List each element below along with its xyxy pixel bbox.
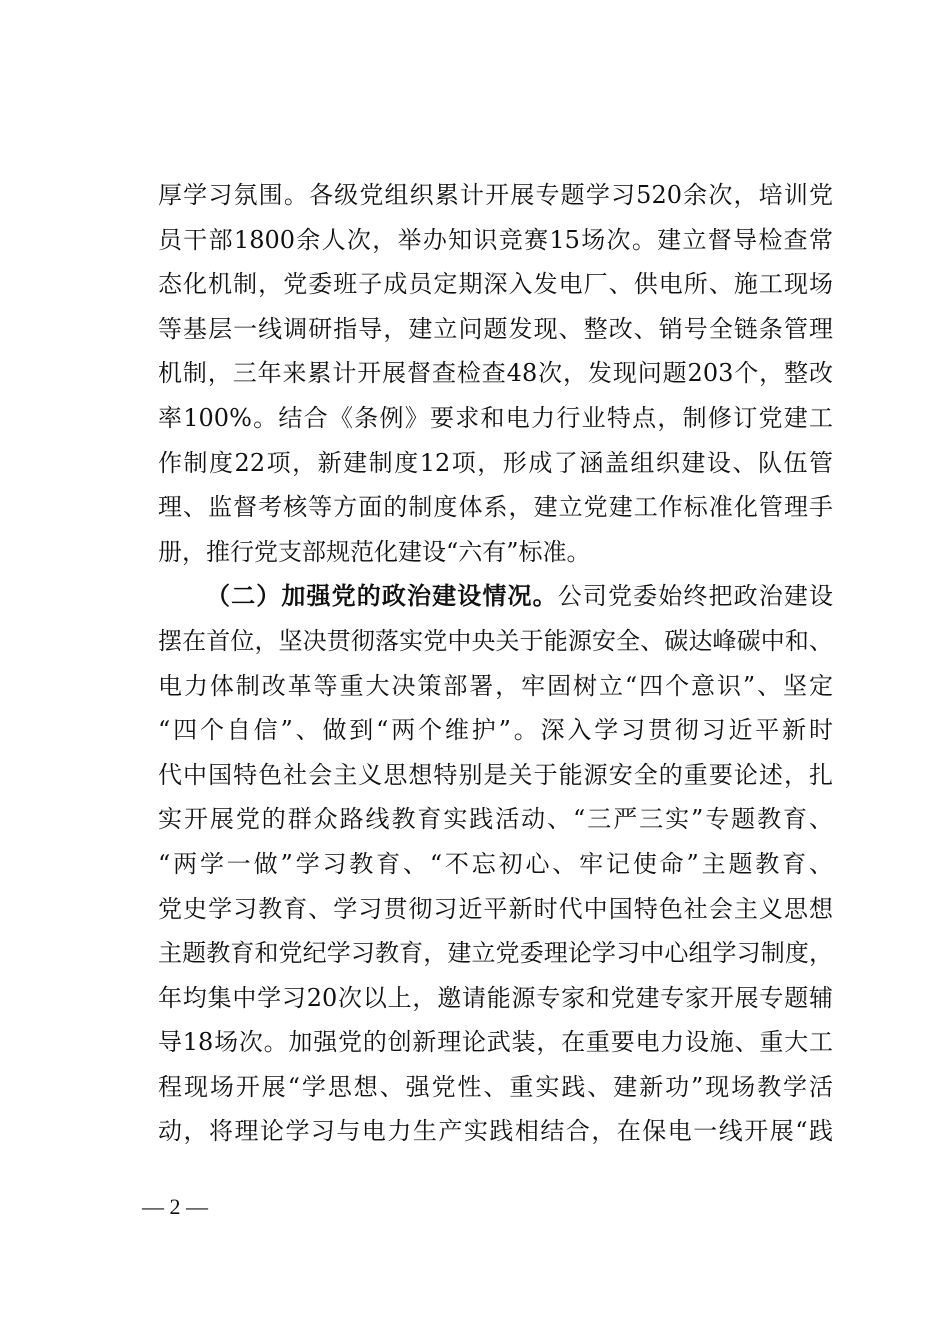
- body-text: [158, 173, 833, 1154]
- paragraph-2-line: 年均集中学习20次以上，邀请能源专家和党建专家开展专题辅: [158, 983, 833, 1012]
- paragraph-2-line: 党史学习教育、学习贯彻习近平新时代中国特色社会主义思想: [158, 894, 833, 923]
- paragraph-1-line: 率100%。结合《条例》要求和电力行业特点，制修订党建工: [158, 403, 833, 432]
- paragraph-2-first-line-text: 公司党委始终把政治建设: [557, 582, 833, 611]
- paragraph-1-line: 态化机制，党委班子成员定期深入发电厂、供电所、施工现场: [158, 270, 833, 299]
- paragraph-1-line: 机制，三年来累计开展督查检查48次，发现问题203个，整改: [158, 359, 833, 388]
- paragraph-1-line: 理、监督考核等方面的制度体系，建立党建工作标准化管理手: [158, 493, 833, 522]
- paragraph-2-line: 动，将理论学习与电力生产实践相结合，在保电一线开展“践: [158, 1117, 833, 1146]
- paragraph-2-line: “四个自信”、做到“两个维护”。深入学习贯彻习近平新时: [158, 716, 833, 745]
- paragraph-2-line: 导18场次。加强党的创新理论武装，在重要电力设施、重大工: [158, 1028, 833, 1057]
- paragraph-2-line: 程现场开展“学思想、强党性、重实践、建新功”现场教学活: [158, 1072, 833, 1101]
- paragraph-2-first-line: [158, 574, 833, 619]
- paragraph-2-line: 实开展党的群众路线教育实践活动、“三严三实”专题教育、: [158, 805, 833, 834]
- paragraph-2-line: 电力体制改革等重大决策部署，牢固树立“四个意识”、坚定: [158, 671, 833, 700]
- section-heading: （二）加强党的政治建设情况。: [206, 581, 558, 611]
- paragraph-2-line: 代中国特色社会主义思想特别是关于能源安全的重要论述，扎: [158, 760, 833, 789]
- paragraph-1-line: 员干部1800余人次，举办知识竞赛15场次。建立督导检查常: [158, 225, 833, 254]
- paragraph-2-line: 摆在首位，坚决贯彻落实党中央关于能源安全、碳达峰碳中和、: [158, 626, 833, 655]
- paragraph-1-line: 等基层一线调研指导，建立问题发现、整改、销号全链条管理: [158, 314, 833, 343]
- paragraph-1-line: 册，推行党支部规范化建设“六有”标准。: [158, 537, 591, 566]
- paragraph-1-line: 作制度22项，新建制度12项，形成了涵盖组织建设、队伍管: [158, 448, 833, 477]
- page-number: — 2 —: [142, 1194, 208, 1219]
- paragraph-1-line: 厚学习氛围。各级党组织累计开展专题学习520余次，培训党: [158, 181, 833, 209]
- paragraph-2-line: 主题教育和党纪学习教育，建立党委理论学习中心组学习制度，: [158, 939, 833, 968]
- paragraph-2-line: “两学一做”学习教育、“不忘初心、牢记使命”主题教育、: [158, 849, 833, 878]
